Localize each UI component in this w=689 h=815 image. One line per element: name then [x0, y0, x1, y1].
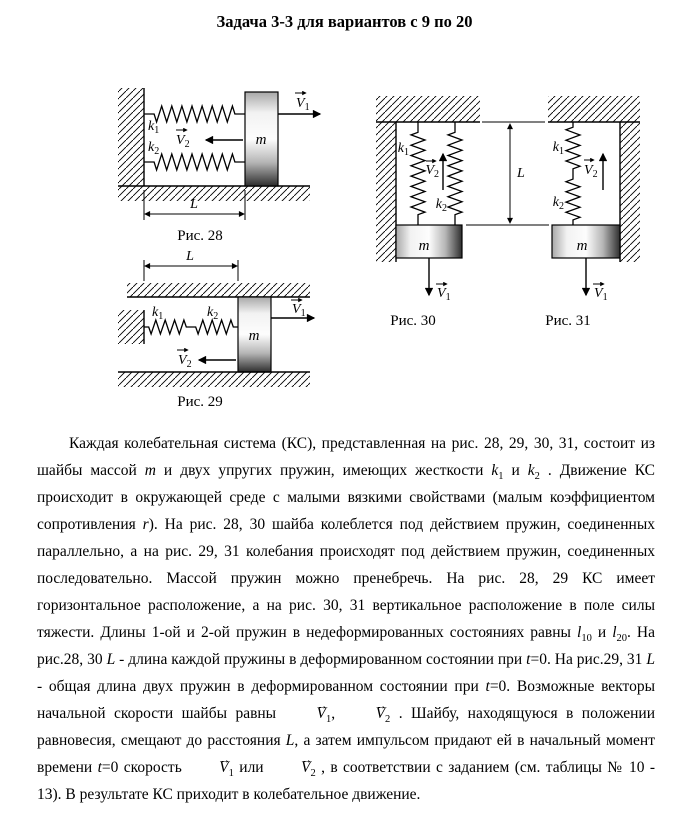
fig29-wall-stub-hatch	[118, 310, 144, 344]
fig30-mass-label: m	[418, 238, 430, 254]
fig29-k2-sub: 2	[213, 311, 219, 322]
fig31-mass-label: m	[576, 238, 588, 254]
fig28-k1-label	[148, 119, 159, 136]
fig29-k1-base: k	[152, 305, 159, 320]
fig31-v2-sub: 2	[592, 169, 598, 180]
fig28-v2-text	[176, 133, 190, 150]
fig31-v2-label	[584, 160, 598, 180]
figure-31	[545, 96, 640, 329]
fig31-k2-sub: 2	[559, 201, 564, 212]
fig30-ceiling-hatch	[376, 96, 480, 122]
fig30-v1-sub: 1	[445, 292, 451, 303]
fig29-v1-label	[291, 300, 306, 319]
fig28-spring-k1	[144, 106, 245, 122]
fig29-mass-label: m	[248, 328, 260, 344]
fig31-k2-label	[553, 195, 564, 212]
fig29-L-label: L	[186, 249, 194, 264]
fig29-spring-k2	[191, 320, 238, 334]
fig28-v2-base: V	[176, 133, 185, 148]
fig29-k2-label	[207, 305, 218, 322]
page-title: Задача 3-3 для вариантов с 9 по 20	[216, 12, 473, 31]
fig31-v2-base: V	[584, 163, 593, 178]
dimension-L-vertical	[466, 122, 549, 225]
fig29-caption: Рис. 29	[177, 394, 223, 410]
fig28-v2-sub: 2	[184, 139, 190, 150]
figure-30	[376, 96, 480, 329]
fig31-k2-base: k	[552, 195, 559, 210]
fig29-ceiling-hatch	[127, 283, 310, 297]
fig29-floor-hatch	[118, 372, 310, 387]
fig28-v1-base: V	[296, 96, 305, 111]
fig31-v2-text	[584, 163, 598, 180]
fig31-v1-text	[594, 286, 608, 303]
fig30-v1-text	[437, 286, 451, 303]
fig30-k2-label	[436, 197, 447, 214]
fig29-v2-label	[177, 350, 192, 370]
fig28-v1-text	[296, 96, 310, 113]
fig29-v1-text	[292, 302, 306, 319]
fig30-k2-base: k	[435, 197, 442, 212]
dimL-label: L	[517, 166, 525, 181]
fig28-v1-label	[295, 93, 310, 113]
fig31-v1-base: V	[594, 286, 603, 301]
fig28-k2-label	[148, 140, 159, 157]
fig30-v1-base: V	[437, 286, 446, 301]
fig30-spring-k2	[448, 122, 462, 225]
fig29-spring-k1	[144, 320, 191, 334]
body-paragraph: Каждая колебательная система (КС), представленная на рис. 28, 29, 30, 31, состоит из шайбы массой m и двух упругих пружин, имеющих жесткости $k_1$ и $k_2$ . Движение КС происходит в окружающей среде с малыми вязкими свойствами (малым коэффициентом сопротивления r). На рис. 28, 30 шайба колеблется под действием пружин, соединенных параллельно, а на рис. 29, 31 колебания происходят под действием пружин, соединенных последовательно. Массой пружин можно пренебречь. На рис. 28, 29 КС имеет горизонтальное расположение, а на рис. 30, 31 вертикальное расположение в поле силы тяжести. Длины 1-ой и 2-ой пружин в недеформированных состояниях равны $l_{10}$ и $l_{20}$. На рис.28, 30 L - длина каждой пружины в деформированном состоянии при t=0. На рис.29, 31 L - общая длина двух пружин в деформированном состоянии при t=0. Возможные векторы начальной скорости шайбы равны → $V_1$, → $V_2$ . Шайбу, находящуюся в положении равновесия, смещают до расстояния L, а затем импульсом придают ей в начальный момент времени t=0 скорость → $V_1$ или → $V_2$ , в соответствии с заданием (см. таблицы № 10 - 13). В результате КС приходит в колебательное движение.	[37, 430, 655, 808]
fig31-caption: Рис. 31	[545, 313, 591, 329]
fig30-caption: Рис. 30	[390, 313, 436, 329]
fig28-k2-base: k	[148, 140, 155, 155]
fig30-k1-base: k	[397, 141, 404, 156]
fig30-v2-label	[425, 161, 439, 180]
figure-28	[118, 88, 320, 244]
fig31-v1-sub: 1	[602, 292, 608, 303]
fig31-spring-k1	[566, 122, 580, 174]
fig28-caption: Рис. 28	[177, 228, 223, 244]
fig30-k1-sub: 1	[404, 147, 409, 158]
fig28-k2-sub: 2	[154, 146, 160, 157]
fig28-mass-label: m	[255, 132, 267, 148]
fig30-k2-sub: 2	[442, 203, 447, 214]
fig28-k1-base: k	[148, 119, 155, 134]
fig30-k1-label	[398, 141, 409, 158]
fig29-v2-sub: 2	[186, 359, 192, 370]
fig29-k1-sub: 1	[158, 311, 164, 322]
fig29-v2-text	[178, 353, 192, 370]
fig30-v1-label	[436, 284, 451, 303]
fig30-wall-hatch	[376, 122, 396, 262]
fig31-k1-base: k	[552, 140, 559, 155]
fig28-k1-sub: 1	[154, 125, 160, 136]
fig28-v1-sub: 1	[304, 102, 310, 113]
fig29-k2-base: k	[207, 305, 214, 320]
fig31-k1-sub: 1	[559, 146, 564, 157]
fig28-wall-hatch	[118, 88, 144, 186]
fig31-ceiling-hatch	[548, 96, 640, 122]
fig29-v1-base: V	[292, 302, 301, 317]
fig30-spring-k1	[411, 122, 425, 225]
fig29-v2-base: V	[178, 353, 187, 368]
fig31-spring-k2	[566, 174, 580, 225]
fig30-v2-sub: 2	[434, 169, 439, 180]
figure-29	[118, 249, 314, 410]
fig28-floor-hatch	[118, 186, 310, 201]
fig29-v1-sub: 1	[300, 308, 306, 319]
fig28-L-label: L	[190, 197, 198, 212]
fig30-v2-base: V	[425, 163, 434, 178]
fig29-k1-label	[152, 305, 163, 322]
fig31-k1-label	[553, 140, 564, 157]
fig30-v2-text	[425, 163, 439, 180]
fig31-wall-hatch	[620, 122, 640, 262]
fig31-v1-label	[593, 284, 608, 303]
fig28-v2-label	[176, 130, 190, 150]
